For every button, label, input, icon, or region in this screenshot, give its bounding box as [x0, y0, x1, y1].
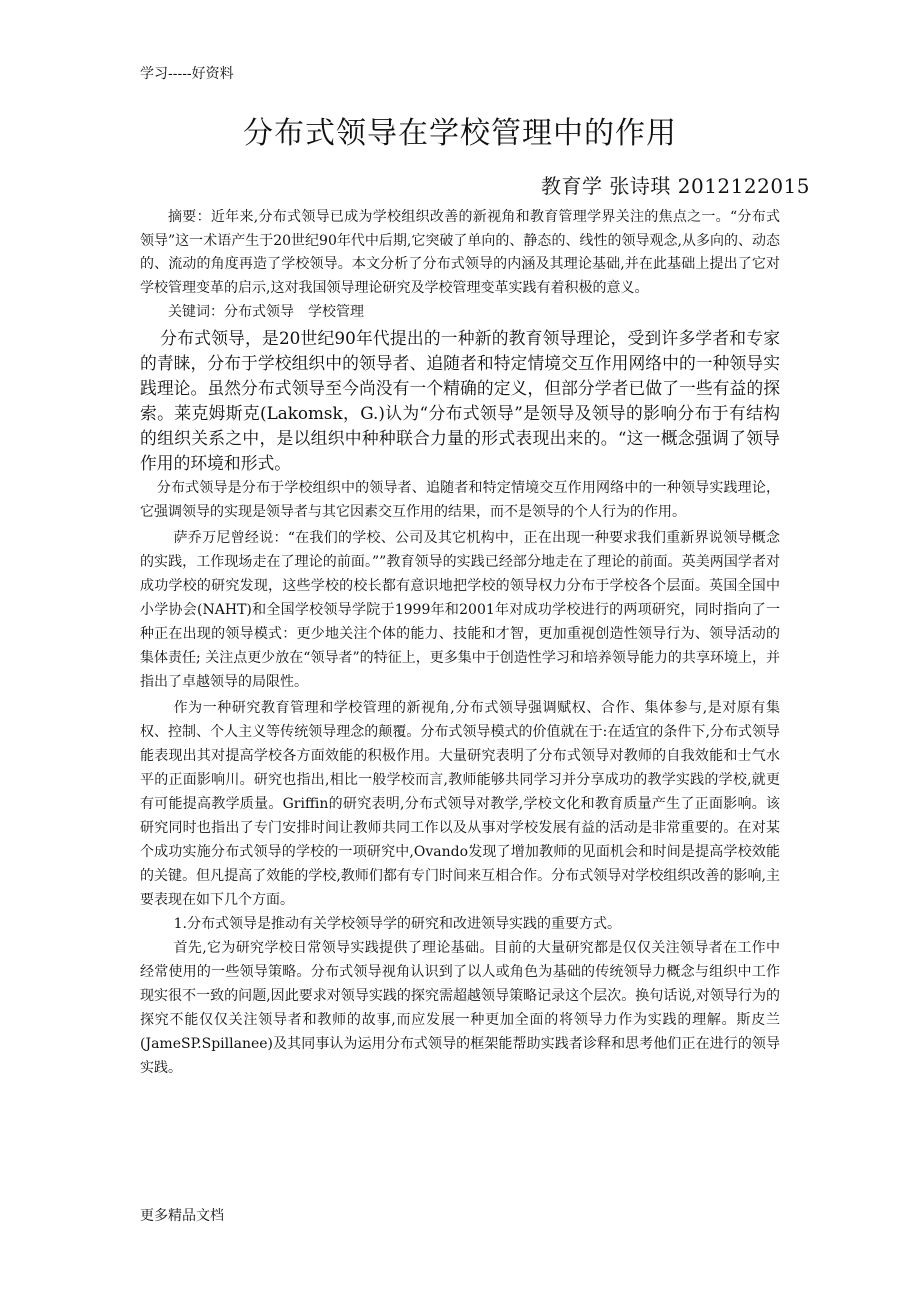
author-line: 教育学 张诗琪 2012122015: [541, 174, 810, 198]
body-paragraph-6: 首先,它为研究学校日常领导实践提供了理论基础。目前的大量研究都是仅仅关注领导者在工作中经常使用的一些领导策略。分布式领导视角认识到了以人或角色为基础的传统领导力概念与组织中工作现实很不一致的问题,因此要求对领导实践的探究需超越领导策略记录这个层次。换句话说,对领导行为的探究不能仅仅关注领导者和教师的故事,而应发展一种更加全面的将领导力作为实践的理解。斯皮兰(JameSP.Spillanee)及其同事认为运用分布式领导的框架能帮助实践者诊释和思考他们正在进行的领导实践。: [140, 940, 780, 1076]
body-paragraph-1: 分布式领导，是20世纪90年代提出的一种新的教育领导理论，受到许多学者和专家的青睐，分布于学校组织中的领导者、追随者和特定情境交互作用网络中的一种领导实践理论。虽然分布式领导至今尚没有一个精确的定义，但部分学者已做了一些有益的探索。莱克姆斯克(Lakomsk，G.)认为“分布式领导”是领导及领导的影响分布于有结构的组织关系之中，是以组织中种种联合力量的形式表现出来的。“这一概念强调了领导作用的环境和形式。: [140, 328, 780, 473]
abstract-paragraph: 摘要：近年来,分布式领导已成为学校组织改善的新视角和教育管理学界关注的焦点之一。“分布式领导”这一术语产生于20世纪90年代中后期,它突破了单向的、静态的、线性的领导观念,从多向的、动态的、流动的角度再造了学校领导。本文分析了分布式领导的内涵及其理论基础,并在此基础上提出了它对学校管理变革的启示,这对我国领导理论研究及学校管理变革实践有着积极的意义。: [140, 209, 780, 296]
document-title: 分布式领导在学校管理中的作用: [243, 116, 677, 151]
body-paragraph-2: 分布式领导是分布于学校组织中的领导者、追随者和特定情境交互作用网络中的一种领导实践理论，它强调领导的实现是领导者与其它因素交互作用的结果，而不是领导的个人行为的作用。: [140, 480, 780, 520]
footer-note: 更多精品文档: [140, 1208, 224, 1224]
body-paragraph-4: 作为一种研究教育管理和学校管理的新视角,分布式领导强调赋权、合作、集体参与,是对原有集权、控制、个人主义等传统领导理念的颠覆。分布式领导模式的价值就在于:在适宜的条件下,分布式领导能表现出其对提高学校各方面效能的积极作用。大量研究表明了分布式领导对教师的自我效能和士气水平的正面影响川。研究也指出,相比一般学校而言,教师能够共同学习并分享成功的教学实践的学校,就更有可能提高教学质量。Griffin的研究表明,分布式领导对教学,学校文化和教育质量产生了正面影响。该研究同时也指出了专门安排时间让教师共同工作以及从事对学校发展有益的活动是非常重要的。在对某个成功实施分布式领导的学校的一项研究中,Ovando发现了增加教师的见面机会和时间是提高学校效能的关键。但凡提高了效能的学校,教师们都有专门时间来互相合作。分布式领导对学校组织改善的影响,主要表现在如下几个方面。: [140, 700, 780, 908]
header-note: 学习-----好资料: [140, 66, 234, 82]
body-paragraph-5: 1.分布式领导是推动有关学校领导学的研究和改进领导实践的重要方式。: [173, 916, 621, 932]
document-body: [140, 206, 780, 1080]
body-paragraph-3: 萨乔万尼曾经说：“在我们的学校、公司及其它机构中，正在出现一种要求我们重新界说领导概念的实践，工作现场走在了理论的前面。””教育领导的实践已经部分地走在了理论的前面。英美两国学者对成功学校的研究发现，这些学校的校长都有意识地把学校的领导权力分布于学校各个层面。英国全国中小学协会(NAHT)和全国学校领导学院于1999年和2001年对成功学校进行的两项研究，同时指向了一种正在出现的领导模式：更少地关注个体的能力、技能和才智，更加重视创造性领导行为、领导活动的集体责任; 关注点更少放在“领导者”的特征上，更多集中于创造性学习和培养领导能力的共享环境上，并指出了卓越领导的局限性。: [140, 530, 780, 690]
keywords-line: 关键词：分布式领导 学校管理: [168, 304, 364, 320]
